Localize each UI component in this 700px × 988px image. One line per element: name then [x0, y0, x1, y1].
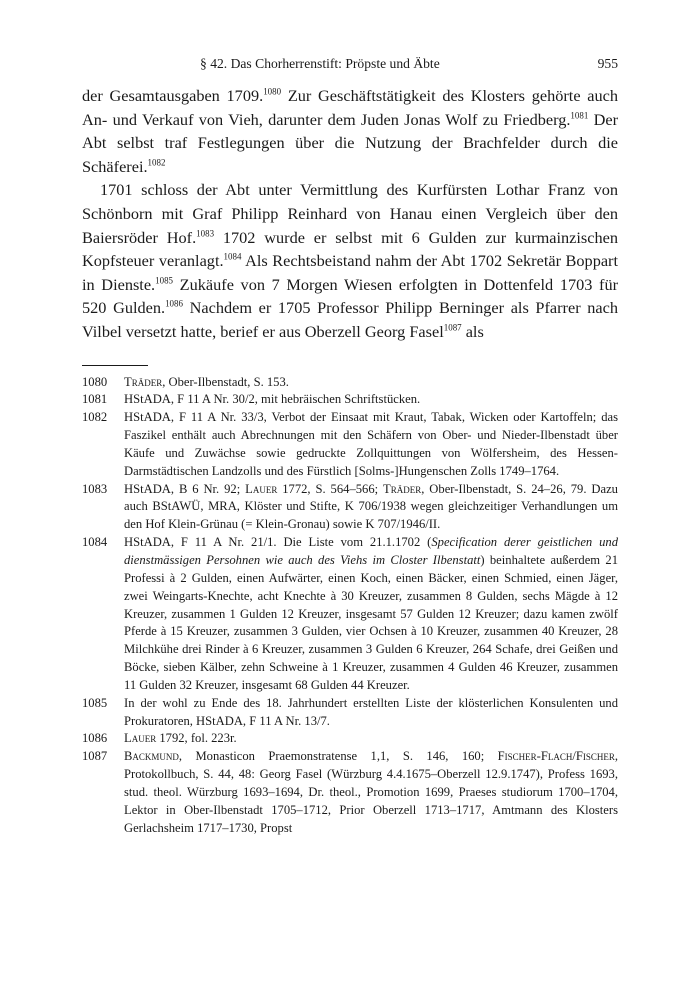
- footnote-ref: 1084: [223, 251, 242, 262]
- footnote: [82, 695, 618, 731]
- footnote: [82, 730, 618, 748]
- footnote-text: In der wohl zu Ende des 18. Jahrhundert erstellten Liste der klösterlichen Konsulenten und Prokuratoren, HStADA, F 11 A Nr. 13/7.: [124, 695, 618, 728]
- footnote-ref: 1086: [165, 299, 183, 310]
- footnote-number: 1083: [82, 481, 108, 496]
- footnote-text: HStADA, F 11 A Nr. 33/3, Verbot der Einsaat mit Kraut, Tabak, Wicken oder Kartoffeln; das Faszikel enthält auch Abrechnungen mit den Schäfern von Ober- und Nieder-Ilbenstadt über Käufe und Zuwächse sowie gedruckte Zollquittungen von Wölfersheim, des Hessen-Darmstädtischen Landzolls und des Fürstlich [Solms-]Hungenschen Zolls 1749–1764.: [124, 410, 618, 478]
- running-header: [82, 56, 618, 78]
- footnote-text: Träder, Ober-Ilbenstadt, S. 153.: [124, 374, 289, 389]
- paragraph: der Gesamtausgaben 1709.$^{1080}$ Zur Geschäftstätigkeit des Klosters gehörte auch An- und Verkauf von Vieh, darunter dem Juden Jonas Wolf zu Friedberg.$^{1081}$ Der Abt selbst traf Festlegungen über die Nutzung der Brachfelder durch die Schäferei.$^{1082}$: [82, 86, 619, 176]
- footnote-number: 1085: [82, 695, 108, 710]
- footnote-text: HStADA, B 6 Nr. 92; Lauer 1772, S. 564–566; Träder, Ober-Ilbenstadt, S. 24–26, 79. Dazu auch BStAWÜ, MRA, Klöster und Stifte, K 706/1938 wegen gleichzeitiger Verhandlungen um den Hof Klein-Grünau (= Klein-Gronau) sowie K 707/1946/II.: [124, 481, 618, 532]
- footnote-text: Backmund, Monasticon Praemonstratense 1,1, S. 146, 160; Fischer-Flach/Fischer, Protokollbuch, S. 44, 48: Georg Fasel (Würzburg 4.4.1675–Oberzell 12.9.1747), Profess 1693, stud. theol. Würzburg 1693–1694, Dr. theol., Promotion 1699, Praeses studiorum 1700–1704, Lektor in Ober-Ilbenstadt 1705–1712, Prior Oberzell 1713–1717, Amtmann des Klosters Gerlachsheim 1717–1730, Propst: [124, 749, 618, 835]
- footnote-ref: 1080: [263, 86, 282, 97]
- page-number: 955: [597, 56, 618, 71]
- footnote-number: 1081: [82, 392, 108, 407]
- footnote: [82, 391, 618, 409]
- footnote-ref: 1082: [147, 157, 166, 168]
- footnote-text: HStADA, F 11 A Nr. 30/2, mit hebräischen Schriftstücken.: [124, 392, 421, 407]
- footnote-ref: 1083: [196, 228, 215, 239]
- footnote: [82, 534, 618, 695]
- footnotes: [82, 374, 618, 838]
- footnote-number: 1087: [82, 749, 108, 764]
- footnote: [82, 481, 618, 535]
- main-text: [82, 84, 618, 344]
- footnote-number: 1086: [82, 731, 108, 746]
- paragraph: 1701 schloss der Abt unter Vermittlung des Kurfürsten Lothar Franz von Schönborn mit Graf Philipp Reinhard von Hanau einen Vergleich über den Baiersröder Hof.$^{1083}$ 1702 wurde er selbst mit 6 Gulden zur kurmainzischen Kopfsteuer veranlagt.$^{1084}$ Als Rechtsbeistand nahm der Abt 1702 Sekretär Boppart in Dienste.$^{1085}$ Zukäufe von 7 Morgen Wiesen erfolgten in Dottenfeld 1703 für 520 Gulden.$^{1086}$ Nachdem er 1705 Professor Philipp Berninger als Pfarrer nach Vilbel versetzt hatte, berief er aus Oberzell Georg Fasel$^{1087}$ als: [82, 180, 619, 341]
- footnote-text: HStADA, F 11 A Nr. 21/1. Die Liste vom 21.1.1702 (Specification derer geistlichen und dienstmässigen Persohnen wie auch des Viehs im Closter Ilbenstatt) beinhaltete außerdem 21 Professi à 2 Gulden, einen Aufwärter, einen Koch, einen Bäcker, einen Schmied, einen Jäger, zwei Weingarts-Knechte, acht Knechte à 30 Kreuzer, zusammen 8 Gulden, sechs Mägde à 12 Kreuzer, zusammen 1 Gulden 12 Kreuzer, insgesamt 57 Gulden 12 Kreuzer; dazu kamen zwölf Pferde à 15 Kreuzer, zusammen 3 Gulden, vier Ochsen à 10 Kreuzer, zusammen 40 Kreuzer, 28 Milchkühe drei Rinder à 6 Kreuzer, zusammen 3 Gulden 6 Kreuzer, 264 Schafe, drei Geißen und Böcke, sieben Kälber, zehn Schweine à 1 Kreuzer, zusammen 4 Gulden 46 Kreuzer, zusammen 11 Gulden 32 Kreuzer, insgesamt 68 Gulden 44 Kreuzer.: [124, 535, 619, 692]
- running-title: § 42. Das Chorherrenstift: Pröpste und Äbte: [200, 56, 440, 71]
- book-page: [82, 56, 618, 837]
- footnote: [82, 374, 618, 392]
- footnote: [82, 409, 618, 480]
- footnote-ref: 1081: [570, 110, 589, 121]
- footnote-number: 1082: [82, 410, 108, 425]
- footnote-text: Lauer 1792, fol. 223r.: [124, 731, 237, 746]
- footnote-ref: 1085: [155, 275, 174, 286]
- footnote-number: 1084: [82, 535, 108, 550]
- footnote-ref: 1087: [443, 322, 462, 333]
- footnote: [82, 748, 618, 837]
- footnote-separator: [82, 365, 148, 366]
- footnote-number: 1080: [82, 374, 108, 389]
